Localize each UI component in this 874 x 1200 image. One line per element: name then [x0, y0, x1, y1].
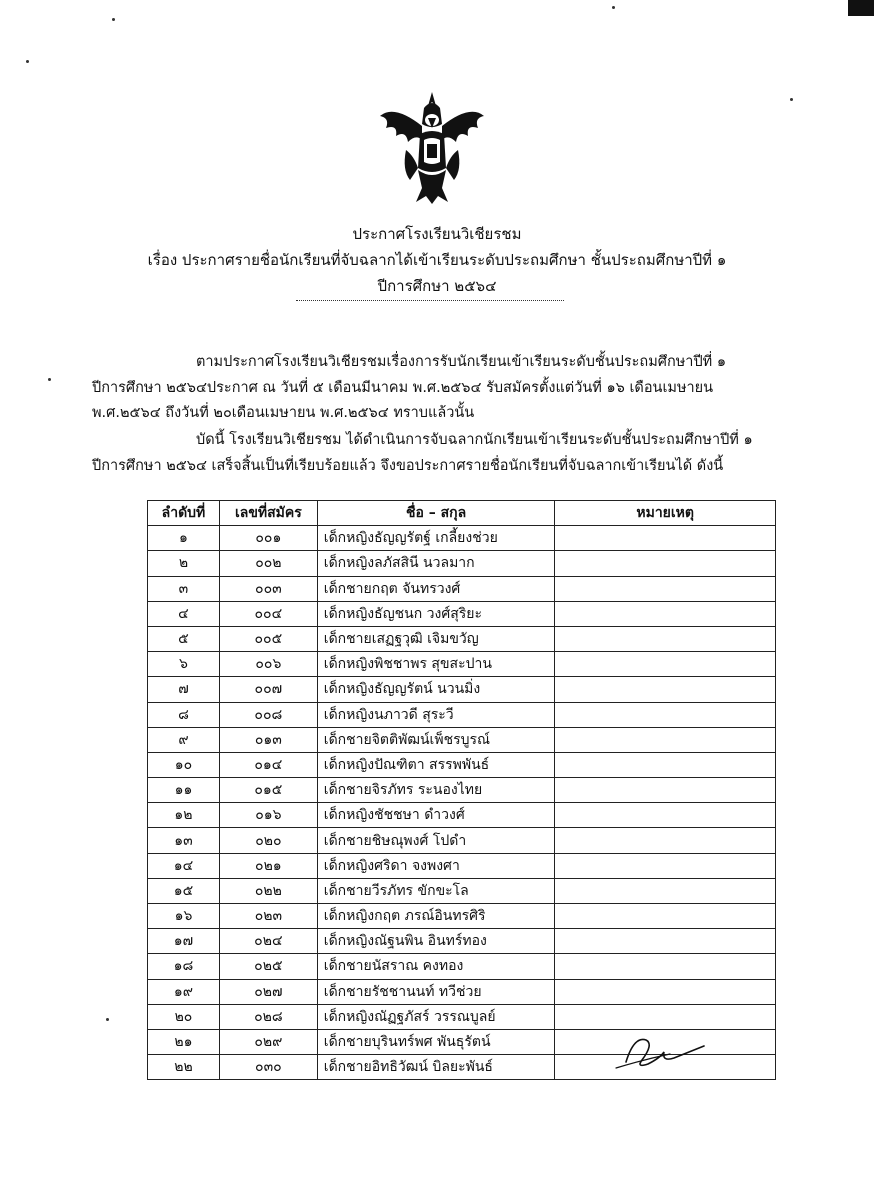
body-paragraph-line: บัดนี้ โรงเรียนวิเชียรชม ได้ดำเนินการจับฉลากนักเรียนเข้าเรียนระดับชั้นประถมศึกษาปีที่ ๑ — [196, 432, 753, 448]
row-remarks-cell — [555, 929, 776, 954]
scan-speck — [112, 18, 115, 21]
row-order-cell: ๓ — [148, 576, 220, 601]
row-order-cell: ๖ — [148, 652, 220, 677]
row-application-number-cell: ๐๒๘ — [219, 1004, 317, 1029]
row-application-number-cell: ๐๓๐ — [219, 1055, 317, 1080]
row-full-name-cell: เด็กชายรัชชานนท์ ทวีช่วย — [317, 979, 555, 1004]
row-order-cell: ๙ — [148, 727, 220, 752]
row-full-name-cell: เด็กหญิงนภาวดี สุระวี — [317, 702, 555, 727]
row-remarks-cell — [555, 904, 776, 929]
scan-mark — [848, 0, 874, 16]
body-paragraph-line: ตามประกาศโรงเรียนวิเชียรชมเรื่องการรับนักเรียนเข้าเรียนระดับชั้นประถมศึกษาปีที่ ๑ — [196, 354, 727, 370]
row-order-cell: ๒๑ — [148, 1029, 220, 1054]
row-full-name-cell: เด็กชายเสฏฐวุฒิ เจิมขวัญ — [317, 626, 555, 651]
row-full-name-cell: เด็กหญิงธัญญรัตฐ์ เกลี้ยงช่วย — [317, 526, 555, 551]
row-full-name-cell: เด็กชายอิทธิวัฒน์ บิลยะพันธ์ — [317, 1055, 555, 1080]
scan-speck — [48, 378, 51, 381]
row-remarks-cell — [555, 702, 776, 727]
row-remarks-cell — [555, 626, 776, 651]
table-row — [148, 1004, 776, 1029]
row-application-number-cell: ๐๐๓ — [219, 576, 317, 601]
row-remarks-cell — [555, 526, 776, 551]
row-full-name-cell: เด็กหญิงปัณฑิตา สรรพพันธ์ — [317, 752, 555, 777]
row-full-name-cell: เด็กชายจิรภัทร ระนองไทย — [317, 778, 555, 803]
header-application-number: เลขที่สมัคร — [219, 501, 317, 526]
row-order-cell: ๒ — [148, 551, 220, 576]
table-row — [148, 828, 776, 853]
row-order-cell: ๑๔ — [148, 853, 220, 878]
garuda-emblem-icon — [372, 84, 492, 206]
table-header-row — [148, 501, 776, 526]
row-order-cell: ๒๐ — [148, 1004, 220, 1029]
row-full-name-cell: เด็กหญิงณัฏฐภัสร์ วรรณบูลย์ — [317, 1004, 555, 1029]
row-full-name-cell: เด็กหญิงลภัสสินี นวลมาก — [317, 551, 555, 576]
table-row — [148, 752, 776, 777]
row-application-number-cell: ๐๒๙ — [219, 1029, 317, 1054]
body-paragraph-line: ปีการศึกษา ๒๕๖๔ เสร็จสิ้นเป็นที่เรียบร้อยแล้ว จึงขอประกาศรายชื่อนักเรียนที่จับฉลากเข้าเรียนได้ ดังนี้ — [92, 458, 724, 474]
body-paragraph-line: พ.ศ.๒๕๖๔ ถึงวันที่ ๒๐เดือนเมษายน พ.ศ.๒๕๖๔ ทราบแล้วนั้น — [92, 405, 475, 421]
table-row — [148, 853, 776, 878]
row-remarks-cell — [555, 727, 776, 752]
row-application-number-cell: ๐๐๒ — [219, 551, 317, 576]
row-application-number-cell: ๐๒๒ — [219, 878, 317, 903]
row-full-name-cell: เด็กชายนัสราณ คงทอง — [317, 954, 555, 979]
table-row — [148, 929, 776, 954]
row-full-name-cell: เด็กชายวีรภัทร ขักขะโล — [317, 878, 555, 903]
row-full-name-cell: เด็กหญิงศริดา จงพงศา — [317, 853, 555, 878]
row-order-cell: ๑๐ — [148, 752, 220, 777]
row-full-name-cell: เด็กหญิงธัญชนก วงศ์สุริยะ — [317, 601, 555, 626]
table-row — [148, 954, 776, 979]
row-full-name-cell: เด็กชายกฤต จันทรวงศ์ — [317, 576, 555, 601]
academic-year: ปีการศึกษา ๒๕๖๔ — [377, 277, 497, 295]
row-full-name-cell: เด็กหญิงพิชชาพร สุขสะปาน — [317, 652, 555, 677]
signature-icon — [612, 1030, 708, 1074]
row-application-number-cell: ๐๐๗ — [219, 677, 317, 702]
row-order-cell: ๔ — [148, 601, 220, 626]
row-remarks-cell — [555, 551, 776, 576]
row-full-name-cell: เด็กหญิงธัญญรัตน์ นวนมิ่ง — [317, 677, 555, 702]
row-remarks-cell — [555, 954, 776, 979]
row-application-number-cell: ๐๐๖ — [219, 652, 317, 677]
table-row — [148, 551, 776, 576]
roster-body — [148, 526, 776, 1080]
table-row — [148, 626, 776, 651]
row-order-cell: ๑๘ — [148, 954, 220, 979]
table-row — [148, 702, 776, 727]
table-row — [148, 878, 776, 903]
row-order-cell: ๑๒ — [148, 803, 220, 828]
row-full-name-cell: เด็กชายจิตติพัฒน์เพ็ชรบูรณ์ — [317, 727, 555, 752]
row-application-number-cell: ๐๒๗ — [219, 979, 317, 1004]
row-application-number-cell: ๐๑๓ — [219, 727, 317, 752]
row-full-name-cell: เด็กหญิงณัฐนพิน อินทร์ทอง — [317, 929, 555, 954]
row-application-number-cell: ๐๐๘ — [219, 702, 317, 727]
row-remarks-cell — [555, 652, 776, 677]
body-paragraph-line: ปีการศึกษา ๒๕๖๔ประกาศ ณ วันที่ ๕ เดือนมีนาคม พ.ศ.๒๕๖๔ รับสมัครตั้งแต่วันที่ ๑๖ เดือนเมษายน — [92, 380, 714, 396]
row-application-number-cell: ๐๒๑ — [219, 853, 317, 878]
row-order-cell: ๑๗ — [148, 929, 220, 954]
header-remarks: หมายเหตุ — [555, 501, 776, 526]
announcement-subject: เรื่อง ประกาศรายชื่อนักเรียนที่จับฉลากได้เข้าเรียนระดับประถมศึกษา ชั้นประถมศึกษาปีที่ ๑ — [147, 251, 727, 269]
scan-speck — [790, 98, 793, 101]
row-remarks-cell — [555, 1004, 776, 1029]
table-row — [148, 652, 776, 677]
table-row — [148, 979, 776, 1004]
row-remarks-cell — [555, 601, 776, 626]
table-row — [148, 803, 776, 828]
scan-speck — [106, 1018, 109, 1021]
row-application-number-cell: ๐๒๔ — [219, 929, 317, 954]
row-application-number-cell: ๐๑๖ — [219, 803, 317, 828]
row-remarks-cell — [555, 677, 776, 702]
row-order-cell: ๘ — [148, 702, 220, 727]
row-order-cell: ๑๕ — [148, 878, 220, 903]
row-application-number-cell: ๐๑๔ — [219, 752, 317, 777]
row-order-cell: ๒๒ — [148, 1055, 220, 1080]
row-order-cell: ๑๑ — [148, 778, 220, 803]
row-remarks-cell — [555, 803, 776, 828]
table-row — [148, 677, 776, 702]
row-remarks-cell — [555, 853, 776, 878]
row-order-cell: ๑๓ — [148, 828, 220, 853]
row-application-number-cell: ๐๒๕ — [219, 954, 317, 979]
row-application-number-cell: ๐๐๕ — [219, 626, 317, 651]
table-row — [148, 526, 776, 551]
row-application-number-cell: ๐๐๑ — [219, 526, 317, 551]
row-order-cell: ๑ — [148, 526, 220, 551]
table-row — [148, 601, 776, 626]
row-order-cell: ๗ — [148, 677, 220, 702]
row-order-cell: ๑๖ — [148, 904, 220, 929]
row-remarks-cell — [555, 752, 776, 777]
row-remarks-cell — [555, 576, 776, 601]
row-application-number-cell: ๐๒๓ — [219, 904, 317, 929]
table-row — [148, 576, 776, 601]
row-remarks-cell — [555, 778, 776, 803]
row-application-number-cell: ๐๑๕ — [219, 778, 317, 803]
table-row — [148, 727, 776, 752]
row-full-name-cell: เด็กชายบุรินทร์พศ พันธุรัตน์ — [317, 1029, 555, 1054]
row-remarks-cell — [555, 878, 776, 903]
dotted-divider — [296, 300, 564, 301]
student-roster-table — [147, 500, 776, 1080]
table-row — [148, 778, 776, 803]
row-remarks-cell — [555, 828, 776, 853]
announcement-title: ประกาศโรงเรียนวิเชียรชม — [352, 225, 522, 243]
header-order: ลำดับที่ — [148, 501, 220, 526]
row-full-name-cell: เด็กหญิงกฤต ภรณ์อินทรศิริ — [317, 904, 555, 929]
row-order-cell: ๕ — [148, 626, 220, 651]
row-application-number-cell: ๐๒๐ — [219, 828, 317, 853]
row-application-number-cell: ๐๐๔ — [219, 601, 317, 626]
row-full-name-cell: เด็กชายชิษณุพงศ์ โปดำ — [317, 828, 555, 853]
row-full-name-cell: เด็กหญิงชัชชษา ดำวงศ์ — [317, 803, 555, 828]
scan-speck — [612, 6, 615, 9]
row-order-cell: ๑๙ — [148, 979, 220, 1004]
scan-speck — [26, 60, 29, 63]
header-full-name: ชื่อ – สกุล — [317, 501, 555, 526]
table-row — [148, 904, 776, 929]
row-remarks-cell — [555, 979, 776, 1004]
